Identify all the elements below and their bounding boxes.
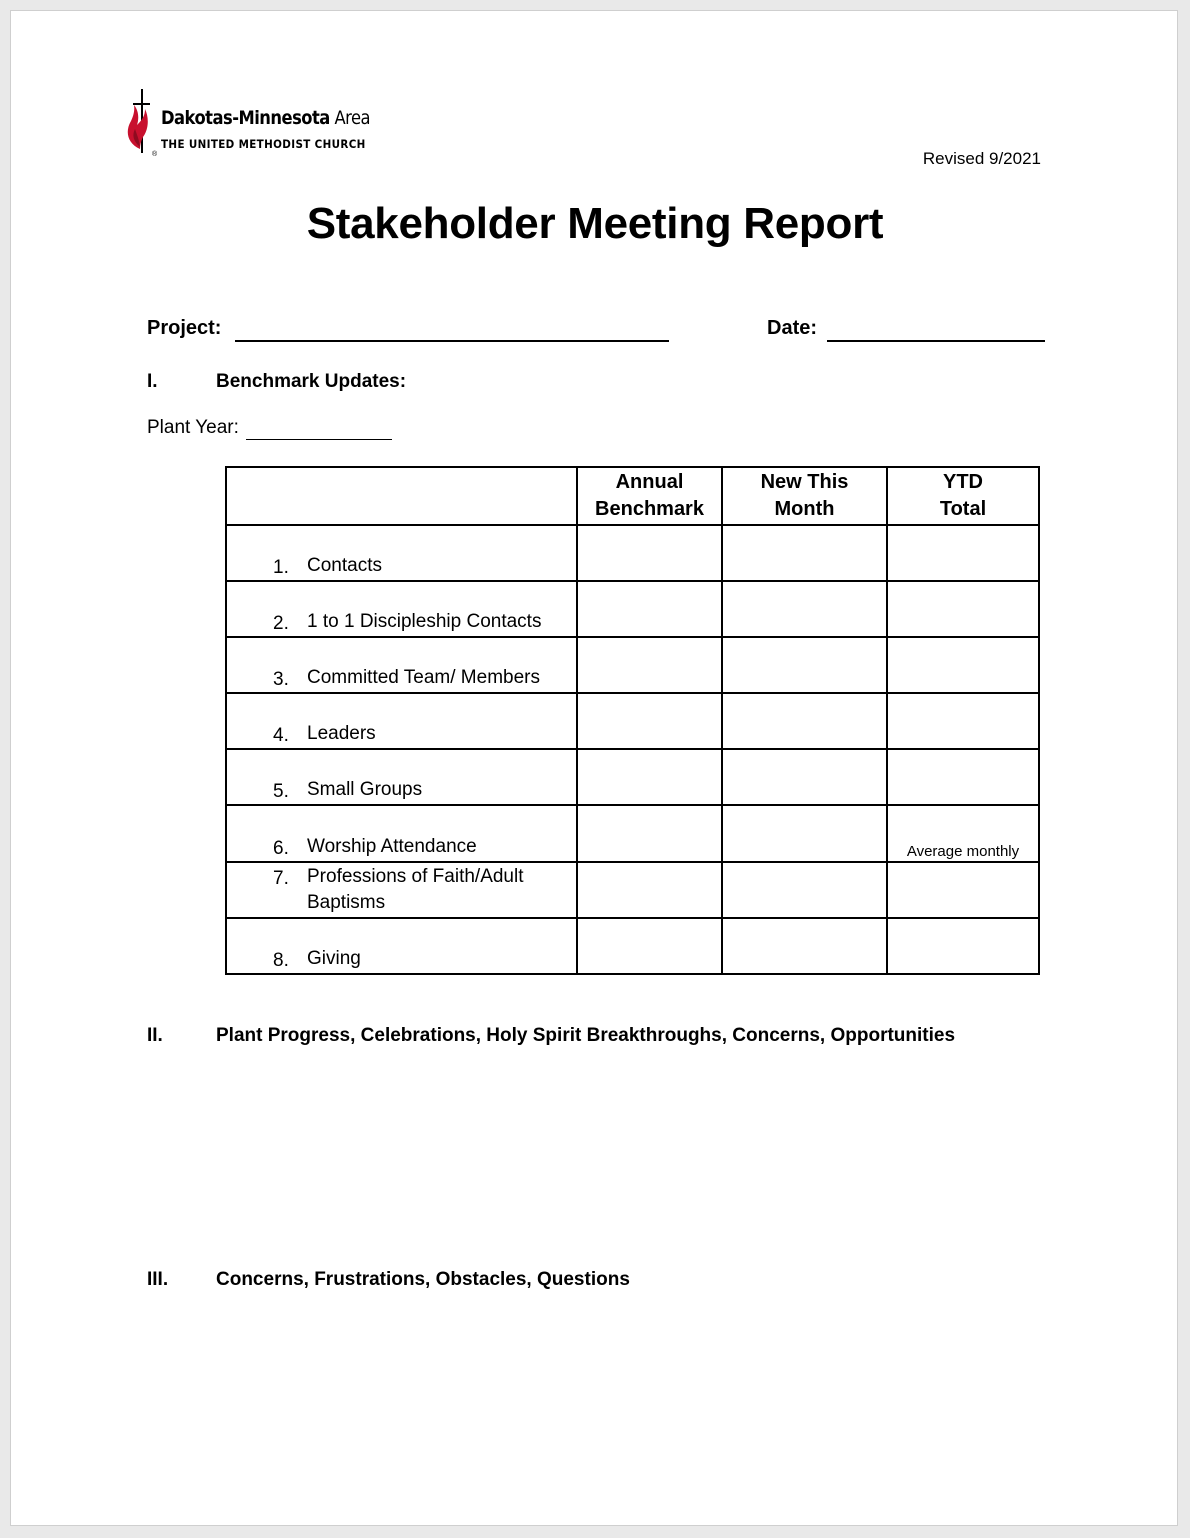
row-label-cell: 4. Leaders [226, 693, 577, 749]
ytd-total-cell[interactable] [887, 918, 1039, 974]
ytd-total-cell[interactable] [887, 637, 1039, 693]
table-row [226, 918, 1039, 974]
table-row [226, 805, 1039, 862]
new-this-month-cell[interactable] [722, 805, 887, 862]
new-this-month-cell[interactable] [722, 581, 887, 637]
new-this-month-cell[interactable] [722, 862, 887, 918]
row-label-cell: 7. Professions of Faith/Adult Baptisms [226, 862, 577, 918]
ytd-total-cell[interactable] [887, 525, 1039, 581]
annual-benchmark-cell[interactable] [577, 525, 722, 581]
row-label-cell: 1. Contacts [226, 525, 577, 581]
table-row [226, 525, 1039, 581]
table-row [226, 693, 1039, 749]
date-label: Date: [767, 317, 818, 339]
table-row [226, 581, 1039, 637]
annual-benchmark-cell[interactable] [577, 749, 722, 805]
org-subtitle: THE UNITED METHODIST CHURCH [161, 137, 366, 151]
section-2-number: II. [147, 1025, 163, 1046]
table-row [226, 862, 1039, 918]
section-3-title: Concerns, Frustrations, Obstacles, Questions [216, 1269, 630, 1290]
header-annual-benchmark: Annual Benchmark [577, 467, 722, 525]
annual-benchmark-cell[interactable] [577, 581, 722, 637]
date-input-line[interactable] [827, 317, 1045, 342]
annual-benchmark-cell[interactable] [577, 693, 722, 749]
plant-year-field[interactable] [147, 417, 392, 440]
ytd-total-cell[interactable] [887, 581, 1039, 637]
page-title: Stakeholder Meeting Report [306, 199, 884, 248]
table-header-row [226, 467, 1039, 525]
date-field[interactable] [767, 317, 1045, 342]
row-label-cell: 5. Small Groups [226, 749, 577, 805]
row-label-cell: 3. Committed Team/ Members [226, 637, 577, 693]
header-ytd-total: YTD Total [887, 467, 1039, 525]
project-field[interactable] [147, 317, 669, 342]
row-label-cell: 6. Worship Attendance [226, 805, 577, 862]
ytd-total-cell[interactable] [887, 749, 1039, 805]
benchmark-table [225, 466, 1040, 975]
ytd-total-cell[interactable] [887, 693, 1039, 749]
ytd-total-cell-average-monthly[interactable]: Average monthly [887, 805, 1039, 862]
document-page [10, 10, 1178, 1526]
annual-benchmark-cell[interactable] [577, 805, 722, 862]
section-3-number: III. [147, 1269, 169, 1290]
ytd-total-cell[interactable] [887, 862, 1039, 918]
church-logo [119, 89, 379, 159]
row-label-cell: 2. 1 to 1 Discipleship Contacts [226, 581, 577, 637]
table-row [226, 637, 1039, 693]
new-this-month-cell[interactable] [722, 525, 887, 581]
annual-benchmark-cell[interactable] [577, 862, 722, 918]
annual-benchmark-cell[interactable] [577, 918, 722, 974]
section-2-title: Plant Progress, Celebrations, Holy Spirit Breakthroughs, Concerns, Opportunities [216, 1025, 956, 1046]
section-1-number: I. [147, 371, 158, 392]
annual-benchmark-cell[interactable] [577, 637, 722, 693]
new-this-month-cell[interactable] [722, 637, 887, 693]
org-name: Dakotas-Minnesota Area [161, 107, 371, 129]
registered-mark: ® [152, 151, 158, 158]
table-row [226, 749, 1039, 805]
revised-date: Revised 9/2021 [922, 149, 1041, 168]
cross-and-flame-icon [119, 89, 159, 159]
plant-year-input-line[interactable] [246, 417, 392, 440]
header-new-this-month: New This Month [722, 467, 887, 525]
section-1-title: Benchmark Updates: [216, 371, 407, 392]
header-blank [226, 467, 577, 525]
new-this-month-cell[interactable] [722, 749, 887, 805]
new-this-month-cell[interactable] [722, 918, 887, 974]
project-label: Project: [147, 317, 222, 339]
row-label-cell: 8. Giving [226, 918, 577, 974]
project-input-line[interactable] [235, 317, 669, 342]
new-this-month-cell[interactable] [722, 693, 887, 749]
plant-year-label: Plant Year: [147, 417, 239, 438]
